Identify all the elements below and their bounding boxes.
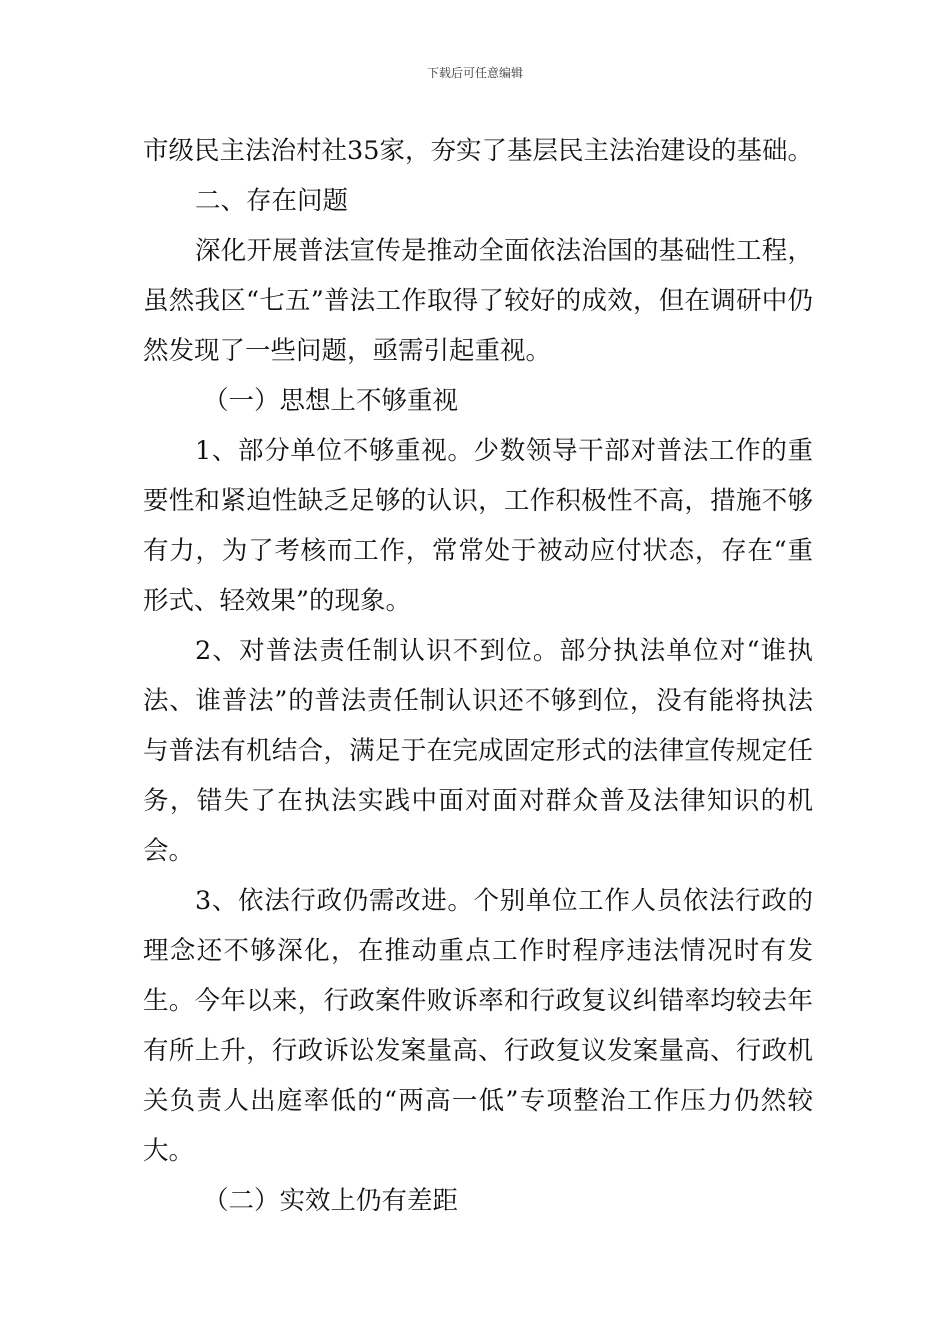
header-note: 下载后可任意编辑 xyxy=(426,66,523,80)
paragraph-intro: 深化开展普法宣传是推动全面依法治国的基础性工程，虽然我区“七五”普法工作取得了较好的成效，但在调研中仍然发现了一些问题，亟需引起重视。 xyxy=(143,236,813,366)
subsection-heading-2: （二）实效上仍有差距 xyxy=(203,1186,459,1216)
paragraph-item-1: 1、部分单位不够重视。少数领导干部对普法工作的重要性和紧迫性缺乏足够的认识，工作积极性不高，措施不够有力，为了考核而工作，常常处于被动应付状态，存在“重形式、轻效果”的现象。 xyxy=(143,436,813,616)
paragraph-item-3: 3、依法行政仍需改进。个别单位工作人员依法行政的理念还不够深化，在推动重点工作时程序违法情况时有发生。今年以来，行政案件败诉率和行政复议纠错率均较去年有所上升，行政诉讼发案量高、行政复议发案量高、行政机关负责人出庭率低的“两高一低”专项整治工作压力仍然较大。 xyxy=(143,886,813,1166)
subsection-heading-1: （一）思想上不够重视 xyxy=(203,386,459,416)
section-heading-problems: 二、存在问题 xyxy=(195,186,349,216)
paragraph-continuation: 市级民主法治村社35家，夯实了基层民主法治建设的基础。 xyxy=(143,136,813,166)
document-body xyxy=(143,126,813,1226)
paragraph-item-2: 2、对普法责任制认识不到位。部分执法单位对“谁执法、谁普法”的普法责任制认识还不够到位，没有能将执法与普法有机结合，满足于在完成固定形式的法律宣传规定任务，错失了在执法实践中面对面对群众普及法律知识的机会。 xyxy=(143,636,813,866)
